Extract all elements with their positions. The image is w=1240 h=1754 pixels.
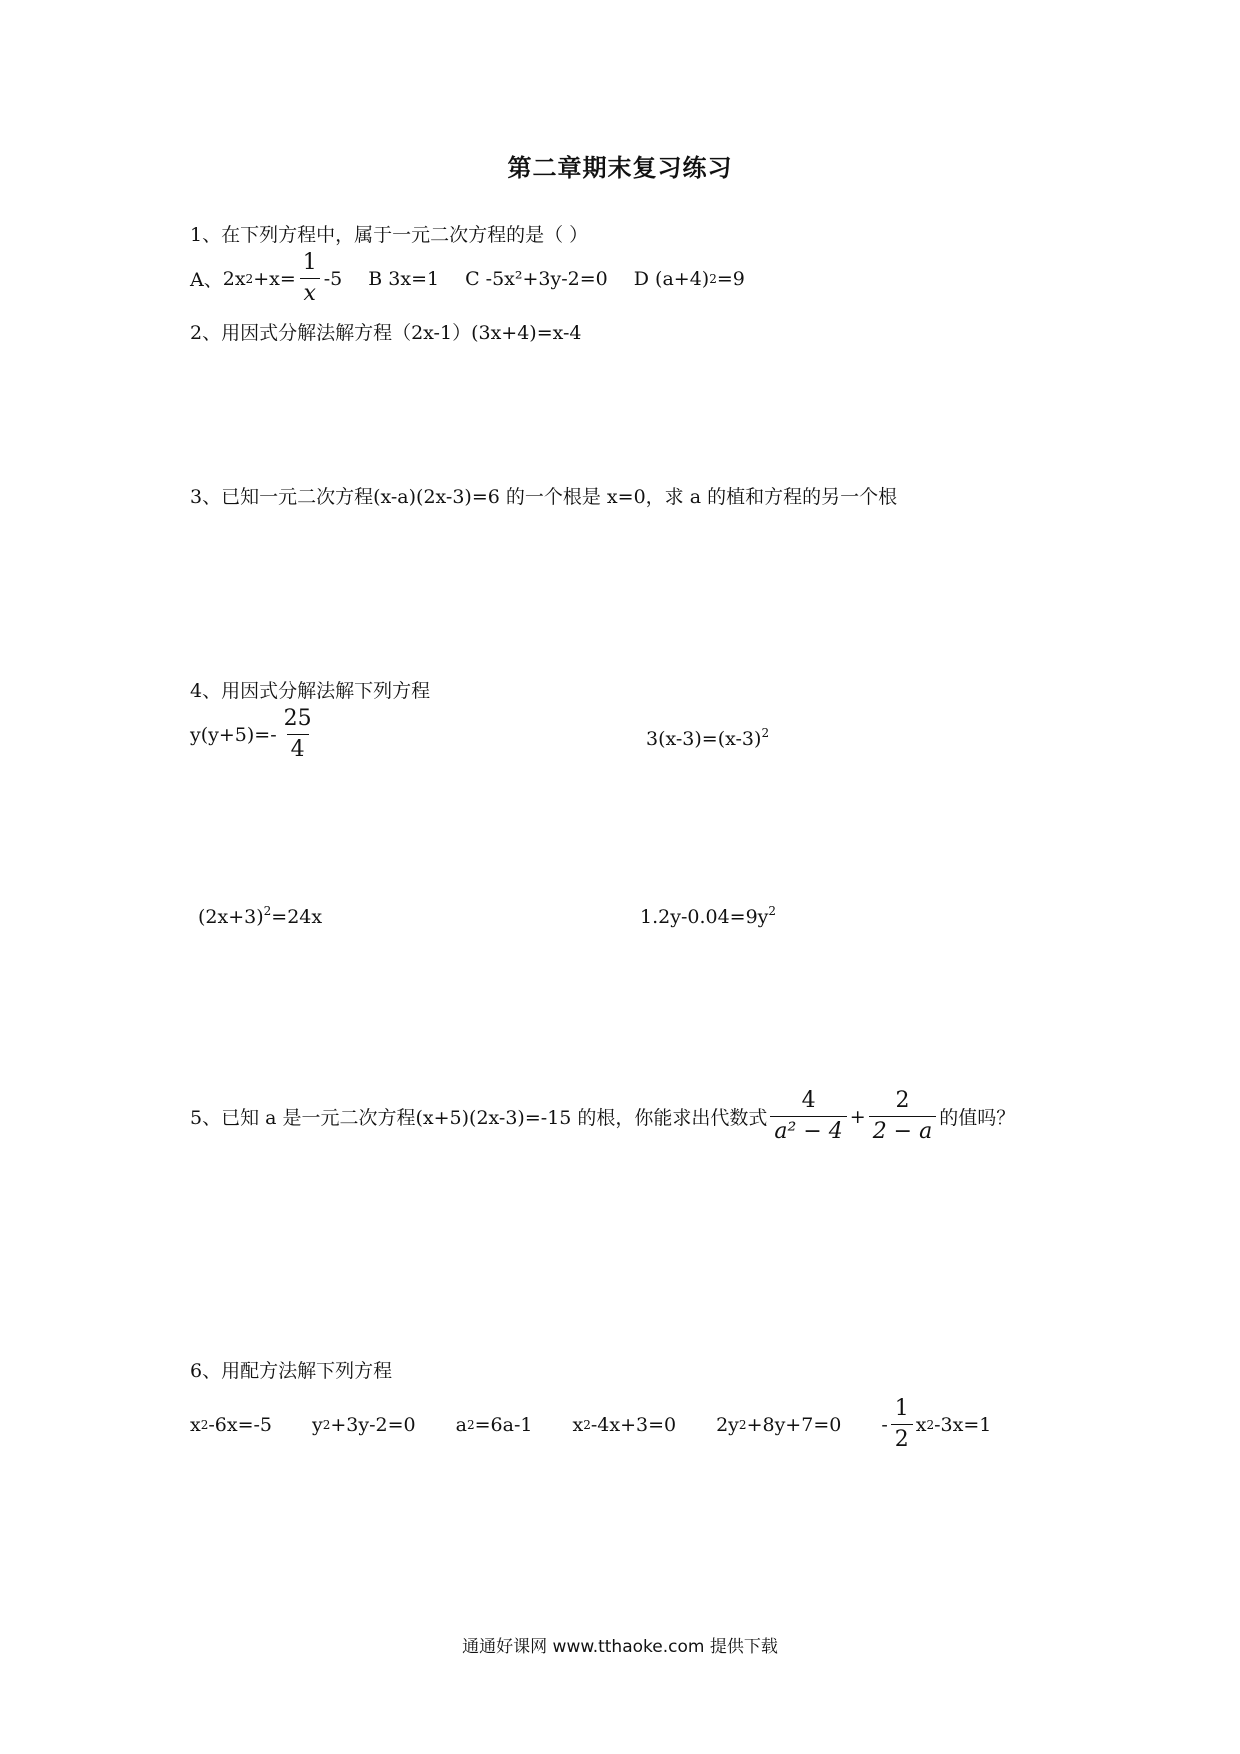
option-a-numerator: 1 — [302, 250, 317, 275]
option-d-post: =9 — [716, 267, 745, 290]
q5-f1-denominator: a² − 4 — [770, 1116, 846, 1145]
q4-eq1-fraction — [280, 706, 316, 763]
question-4: 4、用因式分解法解下列方程 — [190, 680, 431, 702]
q5-text: 5、已知 a 是一元二次方程(x+5)(2x-3)=-15 的根，你能求出代数式 — [190, 1107, 768, 1129]
q4-eq2-sup: 2 — [761, 726, 770, 740]
q6-e6-sign: - — [881, 1413, 888, 1436]
q6-e1-pre: x — [190, 1413, 201, 1436]
option-a-post: -5 — [323, 267, 343, 290]
question-5 — [190, 1088, 1015, 1145]
page-title: 第二章期末复习练习 — [507, 154, 733, 182]
option-d — [634, 268, 745, 290]
q5-fraction-1 — [770, 1088, 846, 1145]
option-a-mid: +x= — [253, 267, 296, 290]
q6-eq-4 — [572, 1414, 676, 1436]
q6-e2-post: +3y-2=0 — [330, 1413, 416, 1436]
q4-eq1-denominator: 4 — [287, 734, 309, 763]
option-a — [190, 250, 342, 307]
q6-e6-denominator: 2 — [891, 1424, 913, 1453]
q5-f2-numerator: 2 — [895, 1088, 910, 1113]
q4-eq3-post: =24x — [271, 906, 323, 928]
option-b: B 3x=1 — [368, 267, 440, 290]
page-footer: 通通好课网 www.tthaoke.com 提供下载 — [462, 1637, 778, 1657]
option-a-denominator: x — [300, 278, 320, 307]
q6-eq-3 — [456, 1414, 533, 1436]
q6-e6-sup: 2 — [926, 1417, 935, 1432]
q5-fraction-2 — [869, 1088, 937, 1145]
q5-f1-numerator: 4 — [801, 1088, 816, 1113]
q6-e3-post: =6a-1 — [474, 1413, 533, 1436]
q6-e5-post: +8y+7=0 — [746, 1413, 842, 1436]
q5-tail: 的值吗？ — [939, 1107, 1016, 1129]
q5-f2-denominator: 2 − a — [869, 1116, 937, 1145]
question-3: 3、已知一元二次方程(x-a)(2x-3)=6 的一个根是 x=0，求 a 的植和方程的另一个根 — [190, 486, 898, 508]
q6-eq-6 — [881, 1396, 991, 1453]
q6-e4-post: -4x+3=0 — [590, 1413, 677, 1436]
q6-e4-pre: x — [572, 1413, 584, 1436]
option-a-label: A、 — [190, 269, 223, 291]
question-6: 6、用配方法解下列方程 — [190, 1360, 393, 1382]
q4-eq3-sup: 2 — [263, 904, 272, 918]
q6-e5-pre: 2y — [716, 1413, 739, 1436]
q6-e1-post: -6x=-5 — [208, 1413, 273, 1436]
q6-e4-sup: 2 — [583, 1417, 591, 1432]
q5-plus: + — [849, 1105, 866, 1128]
q6-eq-1 — [190, 1414, 272, 1436]
q6-e5-sup: 2 — [738, 1417, 747, 1432]
q6-e2-sup: 2 — [322, 1417, 331, 1432]
q4-eq4-sup: 2 — [768, 904, 777, 918]
q4-eq1-numerator: 25 — [283, 706, 312, 731]
q6-e3-sup: 2 — [466, 1417, 475, 1432]
option-c: C -5x²+3y-2=0 — [465, 267, 608, 290]
q6-e6-numerator: 1 — [894, 1396, 909, 1421]
q4-equation-2 — [646, 726, 769, 750]
q4-equation-1 — [190, 706, 319, 763]
q6-e6-fraction — [891, 1396, 913, 1453]
option-a-pre: 2x — [222, 267, 246, 290]
q6-e6-post: -3x=1 — [934, 1413, 992, 1436]
q4-equation-3 — [198, 904, 322, 928]
option-d-pre: D (a+4) — [633, 267, 710, 290]
q4-eq1-pre: y(y+5)=- — [190, 723, 277, 746]
q4-eq2-pre: 3(x-3)=(x-3) — [646, 728, 762, 750]
q6-e2-pre: y — [312, 1413, 323, 1436]
q6-e3-pre: a — [455, 1413, 467, 1436]
question-2: 2、用因式分解法解方程（2x-1）(3x+4)=x-4 — [190, 322, 582, 344]
q6-e1-sup: 2 — [200, 1417, 209, 1432]
q6-equations — [190, 1396, 1031, 1453]
q6-e6-pre: x — [915, 1413, 927, 1436]
option-a-sup: 2 — [245, 271, 254, 286]
question-1: 1、在下列方程中，属于一元二次方程的是（ ） — [190, 224, 589, 246]
option-a-fraction — [299, 250, 321, 307]
q4-eq4-pre: 1.2y-0.04=9y — [640, 906, 769, 928]
q4-equation-4 — [640, 904, 776, 928]
option-d-sup: 2 — [709, 271, 717, 286]
q6-eq-2 — [312, 1414, 416, 1436]
q4-eq3-pre: (2x+3) — [198, 906, 264, 928]
question-1-options — [190, 250, 771, 307]
q6-eq-5 — [716, 1414, 841, 1436]
